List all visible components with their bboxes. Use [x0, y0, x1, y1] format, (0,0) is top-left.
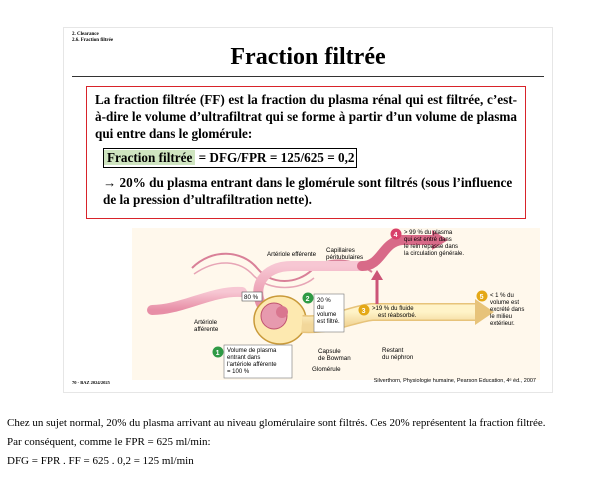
- step-1-line-4: = 100 %: [227, 369, 250, 375]
- label-afferent-2: afférente: [194, 326, 219, 333]
- breadcrumb-section: 2. Clearance: [72, 32, 99, 37]
- step-4-line-3: le rein repasse dans: [404, 244, 459, 250]
- step-4-line-1: > 99 % du plasma: [404, 230, 453, 236]
- formula: [103, 148, 357, 168]
- step-4-line-2: qui est entré dans: [404, 237, 452, 243]
- step-5-line-1: < 1 % du: [490, 293, 514, 299]
- note-paragraph-3: DFG = FPR . FF = 625 . 0,2 = 125 ml/min: [7, 455, 194, 467]
- step-5-line-3: excrété dans: [490, 307, 525, 313]
- label-bowman-2: de Bowman: [318, 355, 351, 362]
- label-bowman-1: Capsule: [318, 348, 341, 355]
- slide-title: Fraction filtrée: [230, 44, 386, 70]
- slide: [64, 28, 552, 392]
- step-4-line-4: la circulation générale.: [404, 251, 465, 257]
- step-5-line-2: volume est: [490, 300, 520, 306]
- step-4-number: 4: [393, 231, 398, 239]
- breadcrumb-subsection: 2.6. Fraction filtrée: [72, 38, 114, 43]
- definition-box: [86, 86, 526, 219]
- glomerulus-loop: [276, 306, 288, 318]
- step-2-line-2: du: [317, 305, 324, 311]
- step-5-number: 5: [479, 293, 484, 301]
- step-2-line-1: 20 %: [317, 298, 331, 304]
- step-1-number: 1: [215, 349, 220, 357]
- step-2-line-3: volume: [317, 312, 337, 318]
- nephron-diagram: [132, 228, 540, 380]
- label-glomerule: Glomérule: [312, 366, 341, 373]
- step-5-line-5: extérieur.: [490, 321, 515, 327]
- step-3-number: 3: [361, 307, 366, 315]
- result-text: → 20% du plasma entrant dans le glomérule sont filtrés (sous l’influence de la pression d’ultrafiltration nette).: [103, 175, 513, 207]
- note-paragraph-1: Chez un sujet normal, 20% du plasma arrivant au niveau glomérulaire sont filtrés. Ces 20% représentent la fraction filtrée.: [7, 417, 546, 429]
- slide-footer-left: 70 - BAZ 2024/2025: [72, 380, 110, 385]
- step-3-line-1: >19 % du fluide: [372, 306, 414, 312]
- step-3-line-2: est réabsorbé.: [378, 313, 417, 319]
- formula-label: Fraction filtrée: [104, 150, 195, 165]
- step-1-line-3: l’artériole afférente: [227, 362, 277, 368]
- label-efferent: Artériole efférente: [267, 251, 317, 258]
- label-capillaries-1: Capillaires: [326, 247, 355, 254]
- label-tube-1: Restant: [382, 347, 404, 354]
- step-5-line-4: le milieu: [490, 314, 513, 320]
- notes: [7, 417, 605, 468]
- step-2-line-4: est filtré.: [317, 319, 340, 325]
- label-80: 80 %: [244, 294, 259, 301]
- step-1-line-1: Volume de plasma: [227, 348, 277, 354]
- formula-expression: = DFG/FPR = 125/625 = 0,2: [195, 150, 355, 165]
- title-divider: [72, 76, 544, 77]
- label-tube-2: du néphron: [382, 354, 414, 361]
- step-2-number: 2: [305, 295, 310, 303]
- slide-citation: Silverthorn, Physiologie humaine, Pearson Education, 4ᵉ éd., 2007: [373, 378, 536, 384]
- note-paragraph-2: Par conséquent, comme le FPR = 625 ml/min:: [7, 436, 211, 448]
- label-afferent-1: Artériole: [194, 319, 218, 326]
- step-1-line-2: entrant dans: [227, 355, 261, 361]
- definition-text: La fraction filtrée (FF) est la fraction du plasma rénal qui est filtrée, c’est-à-dire le volume d’ultrafiltrat qui se forme à partir d’un volume de plasma qui entre dans le glomérule:: [95, 92, 517, 141]
- label-capillaries-2: péritubulaires: [326, 254, 364, 261]
